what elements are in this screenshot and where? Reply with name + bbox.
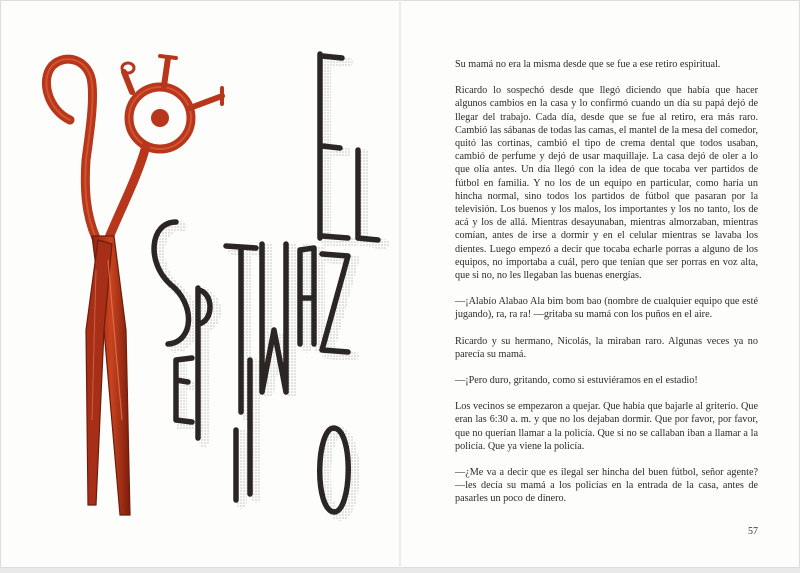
paragraph: Ricardo lo sospechó desde que llegó diciendo que había que hacer algunos cambios en la casa y lo confirmó cuando un día su papá dejó de llegar del trabajo. Cada día, desde que se fue al retiro, era más raro. Cambió las sábanas de todas las camas, el mantel de la mesa del comedor, quitó las cortinas, cambió el tipo de crema dental que todos usaban, cambió de perfume y dejó de usar maquillaje. La casa dejó de oler a lo que olía antes. Un día llegó con la idea de que tocaba ver partidos de fútbol en familia. Y no los de un equipo en particular, como haría un hincha normal, sino todos los partidos de fútbol que pasaran por la televisión. Los buenos y los malos, los importantes y los no tanto, los de acá y los de allá. Mientras desayunaban, mientras almorzaban, mientras comían, antes de irse a dormir y en el celular mientras se lavaba los dientes. Luego empezó a decir que tocaba echarle porras a alguno de los equipos, no importaba a cuál, pero que tenían que ser porras en voz alta, que si no, no les llegaban las buenas energías. <box>455 85 758 282</box>
paragraph: Ricardo y su hermano, Nicolás, la miraban raro. Algunas veces ya no parecía su mamá. <box>455 335 758 360</box>
paragraph: Los vecinos se empezaron a quejar. Que había que bajarle al griterío. Que eran las 6:30 a. m. y que no los dejaban dormir. Que por favor, por favor, que no querían llamar a la policía. Que si no se callaban iban a llamar a la policía. Que ya viene la policía. <box>455 401 758 452</box>
page-number: 57 <box>748 526 758 537</box>
illustration-page <box>0 0 400 568</box>
title-illustration <box>0 0 400 568</box>
dialogue-paragraph: —¿Me va a decir que es ilegal ser hincha del buen fútbol, señor agente? —les decía su mamá a los policías en la entrada de la casa, antes de pasarles un poco de dinero. <box>455 467 758 505</box>
dialogue-paragraph: —¡Alabío Alabao Ala bim bom bao (nombre de cualquier equipo que esté jugando), ra, ra ra! —gritaba su mamá con los puños en el aire. <box>455 296 758 321</box>
scissors-illustration <box>46 56 222 515</box>
paragraph: Su mamá no era la misma desde que se fue a ese retiro espiritual. <box>455 59 721 70</box>
story-text <box>455 58 758 519</box>
dialogue-paragraph: —¡Pero duro, gritando, como si estuviéramos en el estadio! <box>455 375 698 387</box>
text-page <box>400 0 800 568</box>
